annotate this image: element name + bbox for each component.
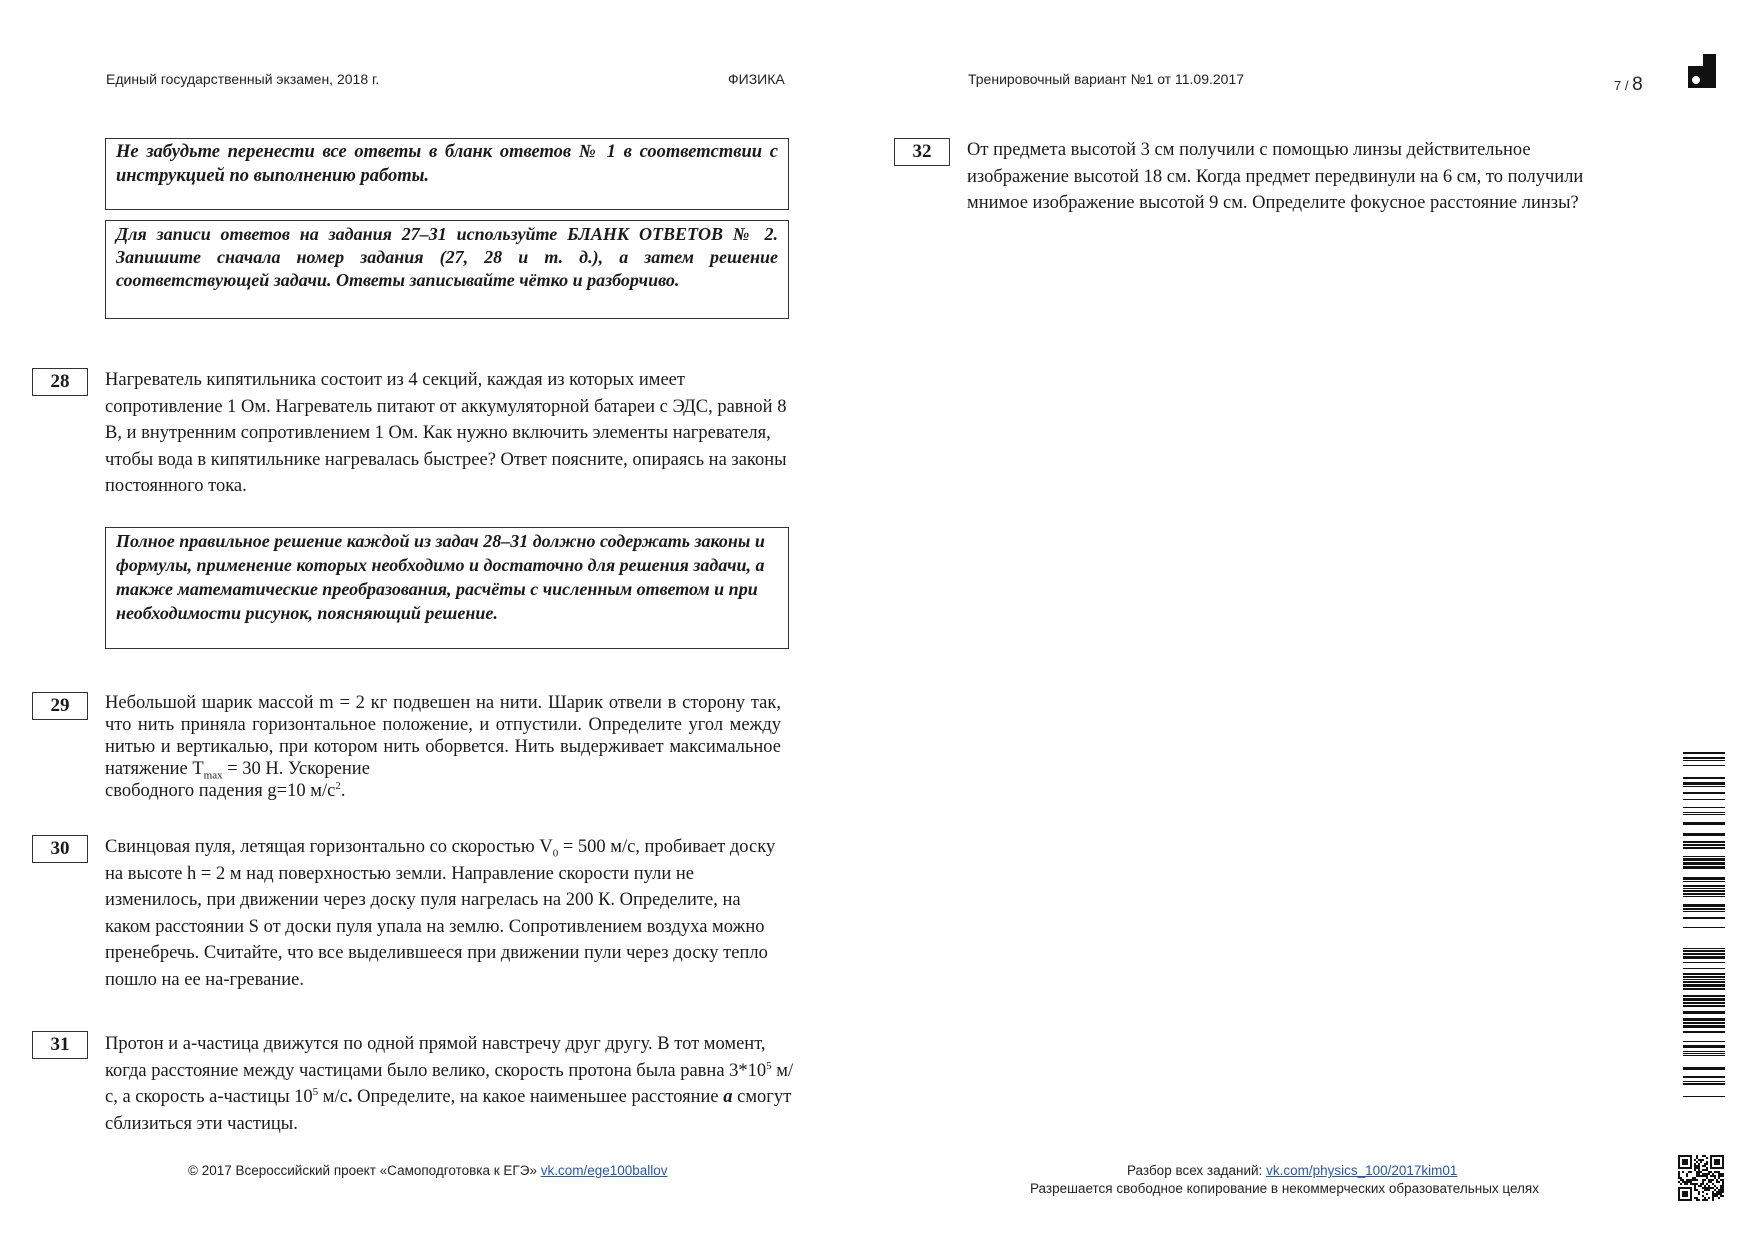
qr-module [1712, 1173, 1714, 1175]
qr-module [1714, 1189, 1716, 1191]
qr-module [1702, 1183, 1704, 1185]
qr-module [1712, 1193, 1714, 1195]
qr-module [1698, 1169, 1700, 1171]
qr-module [1712, 1199, 1714, 1201]
qr-module [1708, 1181, 1710, 1183]
footer-right-line1 [1127, 1163, 1457, 1178]
qr-module [1718, 1189, 1720, 1191]
task-31-var-a: а [723, 1087, 733, 1107]
qr-module [1720, 1187, 1722, 1189]
qr-module [1708, 1179, 1710, 1181]
barcode-bar [1683, 1018, 1725, 1021]
task-29-text [105, 692, 781, 802]
barcode-bar [1683, 881, 1725, 882]
barcode-bar [1683, 885, 1725, 887]
qr-module [1700, 1185, 1702, 1187]
qr-module [1706, 1177, 1708, 1179]
qr-module [1708, 1197, 1710, 1199]
qr-module [1706, 1163, 1708, 1165]
footer-copyright: © 2017 Всероссийский проект «Самоподготовка к ЕГЭ» [188, 1163, 541, 1178]
qr-module [1704, 1185, 1706, 1187]
qr-module [1702, 1179, 1704, 1181]
qr-module [1704, 1199, 1706, 1201]
qr-module [1718, 1177, 1720, 1179]
qr-module [1688, 1171, 1690, 1173]
qr-module [1690, 1171, 1692, 1173]
qr-module [1722, 1189, 1724, 1191]
qr-module [1694, 1163, 1696, 1165]
qr-module [1712, 1197, 1714, 1199]
qr-module [1680, 1183, 1682, 1185]
qr-module [1706, 1183, 1708, 1185]
qr-module [1716, 1193, 1718, 1195]
barcode-bar [1683, 822, 1725, 825]
qr-module [1698, 1199, 1700, 1201]
task-30-text-a: Свинцовая пуля, летящая горизонтально со скоростью V [105, 837, 553, 857]
qr-module [1712, 1175, 1714, 1177]
qr-module [1718, 1173, 1720, 1175]
page-total: 8 [1632, 74, 1643, 95]
qr-module [1700, 1171, 1702, 1173]
qr-module [1690, 1179, 1692, 1181]
qr-module [1718, 1175, 1720, 1177]
qr-code [1678, 1155, 1724, 1201]
qr-module [1722, 1183, 1724, 1185]
barcode-bar [1683, 896, 1725, 897]
qr-module [1698, 1167, 1700, 1169]
qr-module [1696, 1165, 1698, 1167]
qr-module [1702, 1175, 1704, 1177]
barcode-bar [1683, 877, 1725, 880]
barcode-bar [1683, 1002, 1725, 1004]
barcode-bar [1683, 814, 1725, 815]
qr-module [1694, 1179, 1696, 1181]
task-31-text-c: м/с [318, 1087, 348, 1107]
qr-module [1696, 1199, 1698, 1201]
qr-module [1702, 1199, 1704, 1201]
qr-module [1694, 1169, 1696, 1171]
qr-module [1708, 1189, 1710, 1191]
barcode-bar [1683, 1055, 1725, 1056]
qr-module [1708, 1173, 1710, 1175]
qr-module [1710, 1187, 1712, 1189]
header-subject: ФИЗИКА [728, 71, 785, 87]
qr-module [1718, 1191, 1720, 1193]
qr-module [1712, 1195, 1714, 1197]
barcode-bar [1683, 844, 1725, 846]
barcode-bar [1683, 976, 1725, 978]
task-29-text-a: Небольшой шарик массой m = 2 кг подвешен на нити. Шарик отвели в сторону так, что нить приняла горизонтальное положение, и отпустили. Определите угол между нитью и вертикалью, при котором нить оборвется. Нить выдерживает максимальное натяжение T [105, 693, 781, 779]
qr-module [1686, 1183, 1688, 1185]
qr-module [1678, 1173, 1680, 1175]
footer-link-ege100[interactable]: vk.com/ege100ballov [540, 1163, 668, 1178]
qr-module [1720, 1191, 1722, 1193]
qr-module [1716, 1195, 1718, 1197]
qr-module [1714, 1195, 1716, 1197]
qr-module [1692, 1183, 1694, 1185]
barcode-bar [1683, 858, 1725, 861]
barcode-bar [1683, 953, 1725, 955]
qr-module [1716, 1191, 1718, 1193]
barcode-bar [1683, 917, 1725, 919]
qr-module [1686, 1175, 1688, 1177]
barcode-bar [1683, 950, 1725, 952]
qr-module [1688, 1179, 1690, 1181]
barcode-bar [1683, 786, 1725, 787]
qr-module [1704, 1155, 1706, 1157]
barcode-bar [1683, 757, 1725, 759]
barcode-bar [1683, 893, 1725, 895]
qr-module [1710, 1175, 1712, 1177]
qr-module [1702, 1187, 1704, 1189]
qr-module [1712, 1179, 1714, 1181]
qr-module [1702, 1155, 1704, 1157]
barcode-bar [1683, 862, 1725, 865]
qr-module [1722, 1185, 1724, 1187]
page-number [1614, 74, 1643, 96]
barcode-bar [1683, 956, 1725, 959]
instruction-transfer-text: Не забудьте перенести все ответы в бланк ответов № 1 в соответствии с инструкцией по выполнению работы. [116, 142, 778, 186]
qr-module [1706, 1161, 1708, 1163]
qr-module [1696, 1155, 1698, 1157]
instruction-transfer-box [105, 138, 789, 210]
qr-module [1702, 1191, 1704, 1193]
barcode-bar [1683, 979, 1725, 980]
qr-module [1714, 1193, 1716, 1195]
qr-module [1718, 1193, 1720, 1195]
qr-module [1688, 1181, 1690, 1183]
instruction-full-solution-box [105, 527, 789, 649]
qr-module [1702, 1169, 1704, 1171]
qr-module [1716, 1181, 1718, 1183]
qr-module [1696, 1161, 1698, 1163]
qr-module [1696, 1157, 1698, 1159]
barcode-bar [1683, 948, 1725, 949]
barcode-bar [1683, 812, 1725, 813]
task-29-text-d: . [340, 781, 346, 801]
qr-module [1680, 1177, 1682, 1179]
qr-module [1702, 1159, 1704, 1161]
qr-module [1696, 1183, 1698, 1185]
page-sep: / [1621, 78, 1633, 93]
task-32-text: От предмета высотой 3 см получили с помощью линзы действительное изображение высотой 18 см. Когда предмет передвинули на 6 см, то получили мнимое изображение высотой 9 см. Определите фокусное расстояние линзы? [967, 140, 1584, 213]
barcode-bar [1683, 1022, 1725, 1024]
qr-module [1694, 1197, 1696, 1199]
qr-module [1704, 1165, 1706, 1167]
task-31-text [105, 1031, 795, 1137]
qr-module [1682, 1179, 1684, 1181]
qr-module [1710, 1171, 1712, 1173]
barcode-bar [1683, 782, 1725, 785]
qr-module [1694, 1159, 1696, 1161]
footer-analysis-label: Разбор всех заданий: [1127, 1163, 1267, 1178]
task-31-text-b: м/с, а скорость а-частицы 10 [105, 1060, 794, 1107]
task-number-32: 32 [894, 138, 950, 166]
qr-module [1694, 1177, 1696, 1179]
barcode-bar [1683, 1081, 1725, 1082]
qr-module [1718, 1181, 1720, 1183]
qr-module [1704, 1187, 1706, 1189]
qr-module [1682, 1181, 1684, 1183]
task-30-text [105, 834, 785, 993]
barcode [1683, 752, 1725, 1100]
qr-module [1686, 1179, 1688, 1181]
qr-module [1710, 1179, 1712, 1181]
barcode-bar [1683, 1005, 1725, 1007]
qr-module [1694, 1185, 1696, 1187]
qr-module [1720, 1173, 1722, 1175]
barcode-bar [1683, 866, 1725, 869]
qr-module [1700, 1175, 1702, 1177]
task-29-sup-2: 2 [335, 779, 341, 792]
barcode-bar [1683, 765, 1725, 766]
qr-module [1698, 1175, 1700, 1177]
qr-module [1704, 1173, 1706, 1175]
qr-module [1706, 1167, 1708, 1169]
task-31-period: . [347, 1087, 353, 1107]
task-28-text: Нагреватель кипятильника состоит из 4 секций, каждая из которых имеет сопротивление 1 Ом. Нагреватель питают от аккумуляторной батареи с ЭДС, равной 8 В, и внутренним сопротивлением 1 Ом. Как нужно включить элементы нагревателя, чтобы вода в кипятильнике нагревалась быстрее? Ответ поясните, опираясь на законы постоянного тока. [105, 370, 787, 496]
qr-module [1698, 1163, 1700, 1165]
qr-module [1722, 1175, 1724, 1177]
barcode-bar [1683, 911, 1725, 912]
qr-module [1720, 1179, 1722, 1181]
qr-module [1708, 1187, 1710, 1189]
qr-module [1704, 1163, 1706, 1165]
qr-module [1702, 1173, 1704, 1175]
task-29-text-c: свободного падения g=10 м/с [105, 781, 336, 801]
task-number-30: 30 [32, 835, 88, 863]
qr-module [1722, 1187, 1724, 1189]
qr-module [1714, 1177, 1716, 1179]
qr-module [1706, 1199, 1708, 1201]
qr-module [1702, 1181, 1704, 1183]
qr-module [1696, 1173, 1698, 1175]
qr-module [1696, 1175, 1698, 1177]
qr-module [1698, 1159, 1700, 1161]
qr-module [1722, 1179, 1724, 1181]
qr-module [1720, 1189, 1722, 1191]
barcode-bar [1683, 1083, 1725, 1085]
barcode-bar [1683, 1053, 1725, 1054]
qr-module [1696, 1189, 1698, 1191]
barcode-bar [1683, 981, 1725, 983]
qr-module [1694, 1187, 1696, 1189]
qr-module [1702, 1165, 1704, 1167]
barcode-bar [1683, 984, 1725, 987]
qr-module [1694, 1165, 1696, 1167]
logo-icon [1688, 54, 1716, 88]
qr-module [1682, 1171, 1684, 1173]
qr-module [1690, 1181, 1692, 1183]
qr-module [1700, 1161, 1702, 1163]
qr-module [1718, 1197, 1720, 1199]
qr-module [1704, 1169, 1706, 1171]
task-31-text-a: Протон и а-частица движутся по одной прямой навстречу друг другу. В тот момент, когда расстояние между частицами было велико, скорость протона была равна 3*10 [105, 1034, 767, 1081]
qr-module [1686, 1173, 1688, 1175]
qr-module [1706, 1187, 1708, 1189]
task-number-28: 28 [32, 368, 88, 396]
qr-module [1694, 1167, 1696, 1169]
qr-module [1708, 1171, 1710, 1173]
qr-module [1696, 1171, 1698, 1173]
qr-module [1678, 1171, 1680, 1173]
qr-module [1682, 1159, 1688, 1165]
qr-module [1706, 1169, 1708, 1171]
qr-module [1690, 1183, 1692, 1185]
qr-module [1698, 1165, 1700, 1167]
qr-module [1700, 1159, 1702, 1161]
barcode-bar [1683, 856, 1725, 857]
task-31-text-d: Определите, на какое наименьшее расстояние [352, 1087, 724, 1107]
qr-module [1698, 1193, 1700, 1195]
qr-module [1706, 1175, 1708, 1177]
qr-module [1720, 1185, 1722, 1187]
qr-module [1712, 1183, 1714, 1185]
qr-module [1720, 1175, 1722, 1177]
task-29-text-b: = 30 Н. Ускорение [222, 759, 370, 779]
instruction-full-solution-text: Полное правильное решение каждой из задач 28–31 должно содержать законы и формулы, применение которых необходимо и достаточно для решения задачи, а также математические преобразования, расчёты с численным ответом и при необходимости рисунок, поясняющий решение. [116, 531, 765, 623]
qr-module [1714, 1159, 1720, 1165]
barcode-bar [1683, 1011, 1725, 1014]
qr-module [1684, 1181, 1686, 1183]
barcode-bar [1683, 973, 1725, 975]
qr-module [1680, 1179, 1682, 1181]
barcode-bar [1683, 904, 1725, 907]
qr-module [1692, 1179, 1694, 1181]
qr-module [1696, 1197, 1698, 1199]
task-number-29: 29 [32, 692, 88, 720]
qr-module [1716, 1187, 1718, 1189]
task-31-sup-5a: 5 [766, 1059, 772, 1072]
task-30-sub-0: 0 [552, 847, 559, 860]
barcode-bar [1683, 927, 1725, 928]
qr-module [1712, 1187, 1714, 1189]
qr-module [1706, 1193, 1708, 1195]
task-31-text-e: смогут сблизиться эти частицы. [105, 1087, 792, 1134]
qr-module [1696, 1179, 1698, 1181]
qr-module [1716, 1171, 1718, 1173]
instruction-blank2-text: Для записи ответов на задания 27–31 используйте БЛАНК ОТВЕТОВ № 2. Запишите сначала номер задания (27, 28 и т. д.), а затем решение соответствующей задачи. Ответы записывайте чётко и разборчиво. [116, 224, 778, 290]
qr-module [1704, 1189, 1706, 1191]
qr-module [1698, 1171, 1700, 1173]
qr-module [1706, 1173, 1708, 1175]
qr-module [1692, 1177, 1694, 1179]
instruction-blank2-box [105, 220, 789, 319]
barcode-bar [1683, 1051, 1725, 1052]
qr-module [1698, 1173, 1700, 1175]
header-variant: Тренировочный вариант №1 от 11.09.2017 [968, 71, 1245, 87]
qr-module [1716, 1179, 1718, 1181]
qr-module [1698, 1191, 1700, 1193]
qr-module [1714, 1185, 1716, 1187]
barcode-bar [1683, 962, 1725, 963]
footer-left [188, 1163, 668, 1178]
barcode-bar [1683, 841, 1725, 843]
page-current: 7 [1614, 78, 1622, 93]
qr-module [1678, 1175, 1680, 1177]
barcode-bar [1683, 833, 1725, 836]
barcode-bar [1683, 1076, 1725, 1078]
qr-module [1722, 1181, 1724, 1183]
qr-module [1702, 1195, 1704, 1197]
barcode-bar [1683, 777, 1725, 779]
task-30-text-b: = 500 м/с, пробивает доску на высоте h = 2 м над поверхностью земли. Направление скорости пули не изменилось, при движении через доску пуля нагрелась на 200 К. Определите, на каком расстоянии S от доски пуля упала на землю. Сопротивлением воздуха можно пренебречь. Считайте, что все выделившееся при движении пули через доску тепло пошло на ее на-гревание. [105, 837, 776, 990]
qr-module [1694, 1183, 1696, 1185]
barcode-bar [1683, 792, 1725, 794]
barcode-bar [1683, 1067, 1725, 1070]
barcode-bar [1683, 752, 1725, 754]
qr-module [1686, 1181, 1688, 1183]
task-31-sup-5b: 5 [312, 1085, 319, 1098]
barcode-bar [1683, 998, 1725, 1001]
qr-module [1682, 1191, 1688, 1197]
qr-module [1720, 1195, 1722, 1197]
qr-module [1714, 1171, 1716, 1173]
qr-module [1722, 1191, 1724, 1193]
qr-module [1698, 1185, 1700, 1187]
barcode-bar [1683, 807, 1725, 808]
qr-module [1706, 1157, 1708, 1159]
barcode-bar [1683, 890, 1725, 892]
footer-link-physics100[interactable]: vk.com/physics_100/2017kim01 [1266, 1163, 1458, 1178]
barcode-bar [1683, 995, 1725, 997]
qr-module [1708, 1185, 1710, 1187]
qr-module [1700, 1183, 1702, 1185]
barcode-bar [1683, 968, 1725, 969]
barcode-bar [1683, 1045, 1725, 1048]
header-exam-title: Единый государственный экзамен, 2018 г. [106, 71, 380, 87]
qr-module [1722, 1173, 1724, 1175]
barcode-bar [1683, 1096, 1725, 1097]
qr-module [1696, 1167, 1698, 1169]
qr-module [1678, 1177, 1680, 1179]
barcode-bar [1683, 988, 1725, 990]
qr-module [1714, 1175, 1716, 1177]
barcode-bar [1683, 888, 1725, 889]
barcode-bar [1683, 847, 1725, 849]
footer-right-line2: Разрешается свободное копирование в некоммерческих образовательных целях [1030, 1181, 1539, 1196]
barcode-bar [1683, 1031, 1725, 1033]
barcode-bar [1683, 1041, 1725, 1042]
qr-module [1694, 1189, 1696, 1191]
qr-module [1704, 1197, 1706, 1199]
task-29-sub-max: max [203, 769, 223, 782]
qr-module [1712, 1191, 1714, 1193]
barcode-bar [1683, 908, 1725, 910]
qr-module [1710, 1181, 1712, 1183]
task-number-31: 31 [32, 1031, 88, 1059]
qr-module [1704, 1179, 1706, 1181]
qr-module [1722, 1195, 1724, 1197]
qr-module [1720, 1193, 1722, 1195]
qr-module [1706, 1189, 1708, 1191]
barcode-bar [1683, 760, 1725, 761]
barcode-bar [1683, 799, 1725, 800]
qr-module [1718, 1171, 1720, 1173]
qr-module [1704, 1175, 1706, 1177]
barcode-bar [1683, 1025, 1725, 1028]
qr-module [1684, 1183, 1686, 1185]
qr-module [1678, 1181, 1680, 1183]
